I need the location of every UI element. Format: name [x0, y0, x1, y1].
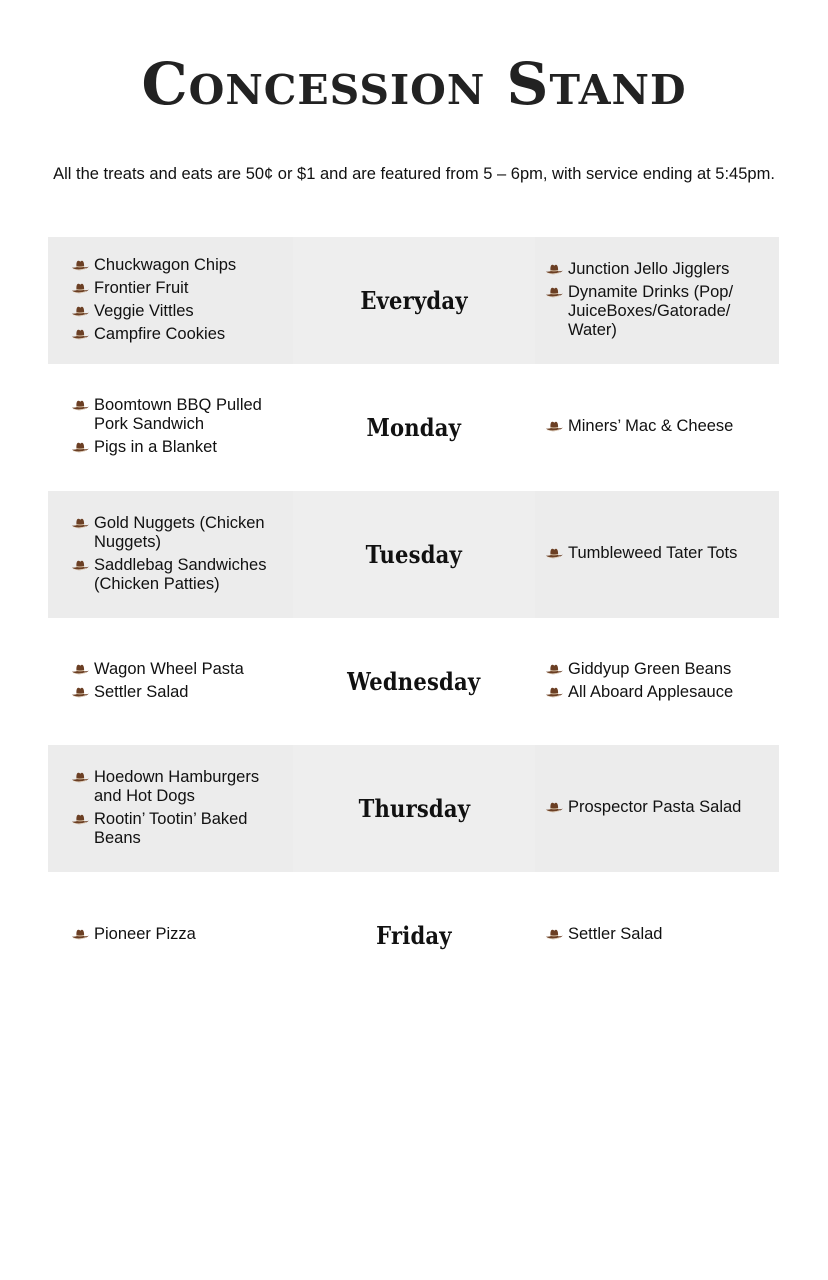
list-item — [545, 417, 733, 436]
cowboy-hat-icon — [545, 419, 564, 433]
day-label: Thursday — [358, 794, 470, 823]
right-item-list — [545, 542, 737, 567]
right-items-column — [535, 364, 779, 491]
cowboy-hat-icon — [545, 927, 564, 941]
left-items-column — [48, 364, 293, 491]
menu-table — [48, 237, 779, 999]
list-item — [545, 660, 733, 679]
cowboy-hat-icon — [71, 440, 90, 454]
right-items-column — [535, 491, 779, 618]
list-item — [545, 260, 769, 279]
day-label: Monday — [366, 413, 462, 442]
list-item — [71, 556, 287, 594]
menu-row-monday — [48, 364, 779, 491]
day-column — [293, 618, 535, 745]
list-item — [545, 798, 741, 817]
list-item — [71, 279, 236, 298]
item-label: Rootin’ Tootin’ Baked Beans — [94, 809, 248, 847]
day-label: Friday — [376, 921, 452, 950]
right-items-column — [535, 237, 779, 364]
item-label: Miners’ Mac & Cheese — [568, 417, 734, 435]
list-item — [71, 810, 287, 848]
right-item-list — [545, 796, 741, 821]
right-items-column — [535, 745, 779, 872]
cowboy-hat-icon — [71, 516, 90, 530]
day-column — [293, 745, 535, 872]
list-item — [545, 925, 662, 944]
left-items-column — [48, 745, 293, 872]
cowboy-hat-icon — [71, 304, 90, 318]
list-item — [71, 768, 287, 806]
left-item-list — [71, 766, 287, 852]
item-label: All Aboard Applesauce — [568, 682, 734, 701]
cowboy-hat-icon — [71, 258, 90, 272]
left-item-list — [71, 254, 236, 348]
list-item — [71, 302, 236, 321]
cowboy-hat-icon — [71, 685, 90, 699]
day-column — [293, 237, 535, 364]
list-item — [71, 325, 236, 344]
item-label: Gold Nuggets (Chicken Nuggets) — [94, 513, 265, 551]
list-item — [71, 683, 244, 702]
cowboy-hat-icon — [71, 927, 90, 941]
left-item-list — [71, 512, 287, 598]
day-column — [293, 491, 535, 618]
cowboy-hat-icon — [545, 546, 564, 560]
right-item-list — [545, 658, 733, 706]
left-items-column — [48, 872, 293, 999]
list-item — [71, 256, 236, 275]
cowboy-hat-icon — [71, 398, 90, 412]
day-label: Wednesday — [347, 667, 481, 696]
item-label: Campfire Cookies — [94, 324, 226, 343]
cowboy-hat-icon — [71, 558, 90, 572]
item-label: Tumbleweed Tater Tots — [568, 544, 738, 562]
cowboy-hat-icon — [545, 800, 564, 814]
left-item-list — [71, 658, 244, 706]
item-label: Settler Salad — [568, 925, 663, 943]
cowboy-hat-icon — [545, 662, 564, 676]
item-label: Junction Jello Jigglers — [568, 259, 730, 278]
item-label: Dynamite Drinks (Pop/ JuiceBoxes/Gatorade/ Water) — [568, 282, 734, 339]
page-subtitle: All the treats and eats are 50¢ or $1 and are featured from 5 – 6pm, with service ending at 5:45pm. — [53, 165, 775, 183]
left-items-column — [48, 491, 293, 618]
list-item — [545, 683, 733, 702]
list-item — [545, 544, 737, 563]
list-item — [71, 660, 244, 679]
cowboy-hat-icon — [71, 770, 90, 784]
day-label: Tuesday — [365, 540, 463, 569]
item-label: Prospector Pasta Salad — [568, 798, 742, 816]
menu-row-thursday — [48, 745, 779, 872]
item-label: Pigs in a Blanket — [94, 438, 217, 456]
menu-row-tuesday — [48, 491, 779, 618]
right-item-list — [545, 415, 733, 440]
left-item-list — [71, 923, 196, 948]
item-label: Chuckwagon Chips — [94, 255, 237, 274]
list-item — [71, 925, 196, 944]
menu-row-everyday — [48, 237, 779, 364]
item-label: Boomtown BBQ Pulled Pork Sandwich — [94, 396, 262, 433]
item-label: Veggie Vittles — [94, 301, 194, 320]
cowboy-hat-icon — [71, 812, 90, 826]
menu-row-wednesday — [48, 618, 779, 745]
right-items-column — [535, 618, 779, 745]
cowboy-hat-icon — [545, 685, 564, 699]
item-label: Frontier Fruit — [94, 278, 189, 297]
right-item-list — [545, 923, 662, 948]
cowboy-hat-icon — [71, 327, 90, 341]
day-label: Everyday — [360, 286, 468, 315]
day-column — [293, 872, 535, 999]
cowboy-hat-icon — [545, 262, 564, 276]
cowboy-hat-icon — [545, 285, 564, 299]
day-column — [293, 364, 535, 491]
right-items-column — [535, 872, 779, 999]
item-label: Pioneer Pizza — [94, 925, 196, 943]
item-label: Saddlebag Sandwiches (Chicken Patties) — [94, 555, 267, 593]
left-items-column — [48, 618, 293, 745]
item-label: Wagon Wheel Pasta — [94, 659, 244, 678]
list-item — [545, 283, 769, 340]
item-label: Giddyup Green Beans — [568, 659, 732, 678]
cowboy-hat-icon — [71, 662, 90, 676]
list-item — [71, 438, 287, 457]
list-item — [71, 396, 287, 434]
right-item-list — [545, 258, 769, 344]
list-item — [71, 514, 287, 552]
left-items-column — [48, 237, 293, 364]
left-item-list — [71, 394, 287, 461]
item-label: Hoedown Hamburgers and Hot Dogs — [94, 767, 260, 805]
item-label: Settler Salad — [94, 682, 189, 701]
page-title: Concession Stand — [141, 50, 687, 118]
cowboy-hat-icon — [71, 281, 90, 295]
menu-row-friday — [48, 872, 779, 999]
